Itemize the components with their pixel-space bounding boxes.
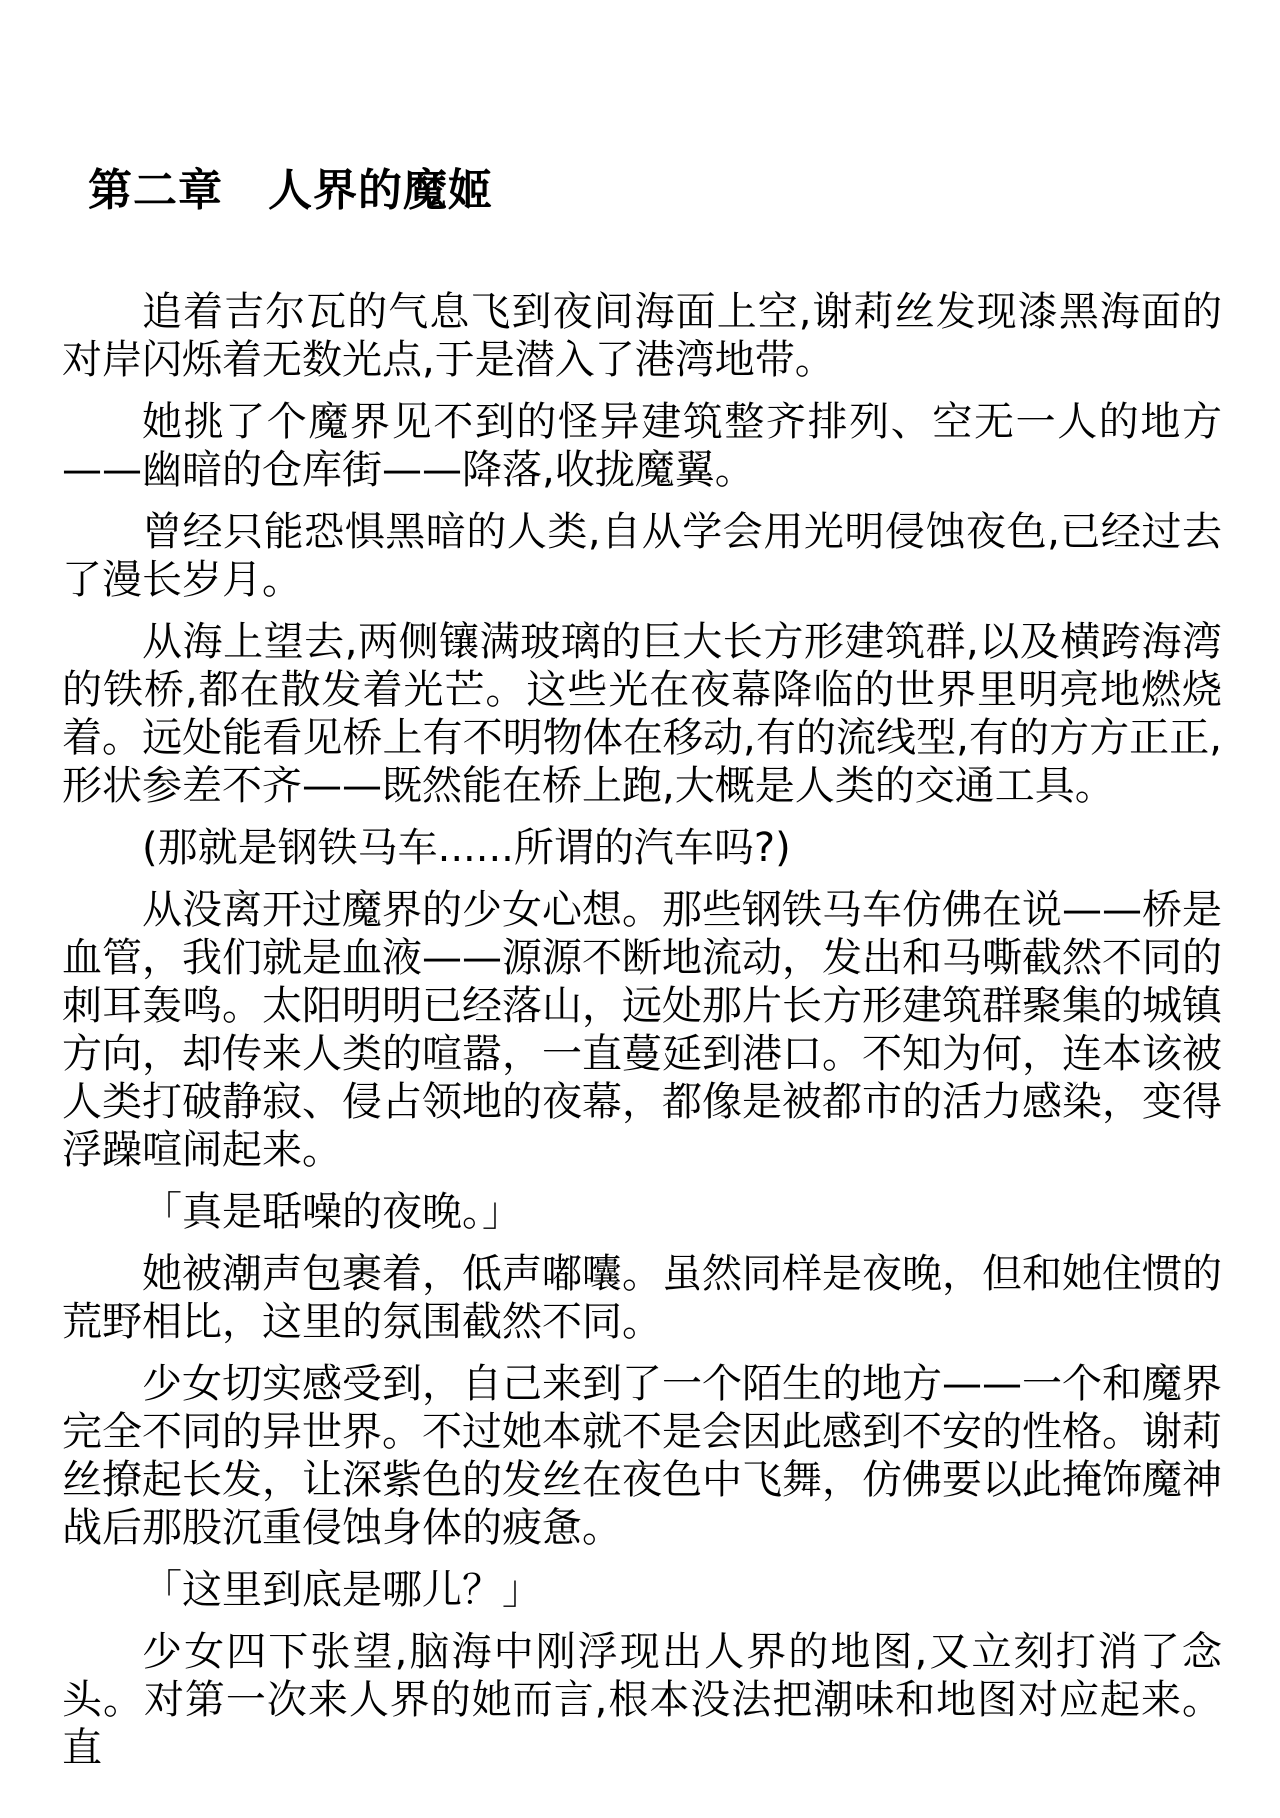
chapter-title: 第二章 人界的魔姬 — [88, 165, 493, 216]
paragraph: 追着吉尔瓦的气息飞到夜间海面上空,谢莉丝发现漆黑海面的对岸闪烁着无数光点,于是潜入了港湾地带。 — [62, 289, 1222, 384]
paragraph: 她挑了个魔界见不到的怪异建筑整齐排列、空无一人的地方——幽暗的仓库街——降落,收拢魔翼。 — [62, 399, 1222, 494]
paragraph: 曾经只能恐惧黑暗的人类,自从学会用光明侵蚀夜色,已经过去了漫长岁月。 — [62, 509, 1222, 604]
paragraph-dialogue: 「这里到底是哪儿？」 — [142, 1567, 542, 1614]
paragraph-inner-monologue: (那就是钢铁马车......所谓的汽车吗?) — [142, 825, 791, 872]
paragraph: 从海上望去,两侧镶满玻璃的巨大长方形建筑群,以及横跨海湾的铁桥,都在散发着光芒。这些光在夜幕降临的世界里明亮地燃烧着。远处能看见桥上有不明物体在移动,有的流线型,有的方方正正,形状参差不齐——既然能在桥上跑,大概是人类的交通工具。 — [62, 619, 1222, 810]
body-text — [62, 288, 1222, 1772]
paragraph: 少女切实感受到，自己来到了一个陌生的地方——一个和魔界完全不同的异世界。不过她本就不是会因此感到不安的性格。谢莉丝撩起长发，让深紫色的发丝在夜色中飞舞，仿佛要以此掩饰魔神战后那股沉重侵蚀身体的疲惫。 — [62, 1361, 1222, 1552]
paragraph-dialogue: 「真是聒噪的夜晚。」 — [142, 1189, 522, 1236]
paragraph: 从没离开过魔界的少女心想。那些钢铁马车仿佛在说——桥是血管，我们就是血液——源源不断地流动，发出和马嘶截然不同的刺耳轰鸣。太阳明明已经落山，远处那片长方形建筑群聚集的城镇方向，却传来人类的喧嚣，一直蔓延到港口。不知为何，连本该被人类打破静寂、侵占领地的夜幕，都像是被都市的活力感染，变得浮躁喧闹起来。 — [62, 887, 1222, 1174]
paragraph: 她被潮声包裹着，低声嘟囔。虽然同样是夜晚，但和她住惯的荒野相比，这里的氛围截然不同。 — [62, 1251, 1222, 1346]
paragraph: 少女四下张望,脑海中刚浮现出人界的地图,又立刻打消了念头。对第一次来人界的她而言,根本没法把潮味和地图对应起来。直 — [62, 1629, 1222, 1772]
